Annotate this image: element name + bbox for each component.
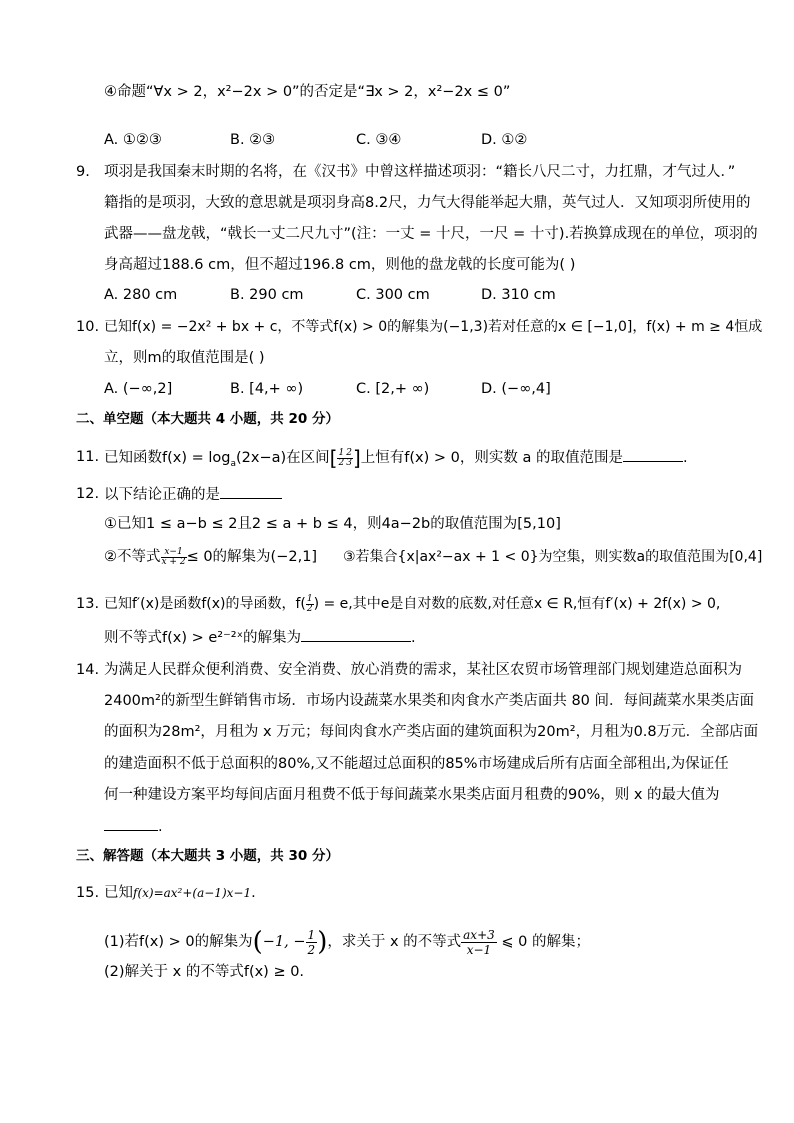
q14-line-5: 何一种建设方案平均每间店面月租费不低于每间蔬菜水果类店面月租费的90%，则 x 的最大值为 <box>104 787 720 803</box>
q13-answer-blank <box>301 627 411 642</box>
section-2-heading: 二、单空题（本大题共 4 小题，共 20 分） <box>76 411 339 427</box>
q9-option-c: C. 300 cm <box>356 287 430 303</box>
q10-line-1: 已知f(x) = −2x² + bx + c，不等式f(x) > 0的解集为(−1,3)若对任意的x ∈ [−1,0]，f(x) + m ≥ 4恒成 <box>104 319 763 335</box>
q12-answer-blank <box>220 484 282 499</box>
q10-option-a: A. (−∞,2] <box>104 381 173 397</box>
q9-line-4: 身高超过188.6 cm，但不超过196.8 cm，则他的盘龙戟的长度可能为( ) <box>104 257 576 273</box>
q14-line-4: 的建造面积不低于总面积的80%,又不能超过总面积的85%市场建成后所有店面全部租出,为保证任 <box>104 756 729 772</box>
q8-option-c: C. ③④ <box>356 132 402 148</box>
q11-answer-blank <box>623 447 683 462</box>
q13-line-1: 已知f′(x)是函数f(x)的导函数，f( $\frac{1}{2}$ ) = e,其中e是自对数的底数,对任意x ∈ R,恒有f′(x) + 2f(x) > 0, <box>104 593 721 614</box>
q8-option-a: A. ①②③ <box>104 132 162 148</box>
q14-line-2: 2400m²的新型生鲜销售市场．市场内设蔬菜水果类和肉食水产类店面共 80 间．每间蔬菜水果类店面 <box>104 693 755 709</box>
q14-line-1: 为满足人民群众便利消费、安全消费、放心消费的需求，某社区农贸市场管理部门规划建造总面积为 <box>104 662 742 678</box>
q9-option-b: B. 290 cm <box>230 287 304 303</box>
q15-part-1: (1)若f(x) > 0的解集为(−1, − $\frac{1}{2}$ )，求关于 x 的不等式 $\frac{ax+3}{x-1}$ ⩽ 0 的解集； <box>104 927 590 957</box>
q11-number: 11. <box>76 449 100 465</box>
q9-option-d: D. 310 cm <box>481 287 556 303</box>
q10-option-b: B. [4,+ ∞) <box>230 381 304 397</box>
q9-line-3: 武器——盘龙戟，“戟长一丈二尺九寸”(注：一丈 = 十尺，一尺 = 十寸).若换算成现在的单位，项羽的 <box>104 226 758 242</box>
section-3-heading: 三、解答题（本大题共 3 小题，共 30 分） <box>76 848 339 864</box>
q11-text: 已知函数$f(x) = \log_a(2x-a)$在区间[ $\frac{1}{2}$ $\frac{2}{3}$ ]上恒有f(x) > 0，则实数 a 的取值范围是 . <box>104 446 688 470</box>
q10-option-d: D. (−∞,4] <box>481 381 551 397</box>
q10-option-c: C. [2,+ ∞) <box>356 381 430 397</box>
q8-item4: ④命题“∀x > 2，x²−2x > 0”的否定是“∃x > 2，x²−2x ≤ 0” <box>104 84 511 100</box>
q12-item-2: ②不等式 $\frac{x-1}{x + 2}$ ≤ 0的解集为(−2,1] <box>104 546 318 567</box>
q12-line-1: 以下结论正确的是 <box>104 484 282 505</box>
q14-line-3: 的面积为28m²，月租为 x 万元；每间肉食水产类店面的建筑面积为20m²，月租为0.8万元．全部店面 <box>104 724 759 740</box>
q13-number: 13. <box>76 596 100 612</box>
q10-number: 10. <box>76 319 100 335</box>
q15-part-2: (2)解关于 x 的不等式f(x) ≥ 0. <box>104 964 305 980</box>
q8-option-b: B. ②③ <box>230 132 276 148</box>
q9-number: 9. <box>76 164 90 180</box>
q10-line-2: 立，则m的取值范围是( ) <box>104 350 265 366</box>
q15-line-1: 已知f(x)=ax²+(a−1)x−1. <box>104 885 256 901</box>
q9-line-1: 项羽是我国秦末时期的名将，在《汉书》中曾这样描述项羽：“籍长八尺二寸，力扛鼎，才气过人．” <box>104 164 736 180</box>
q9-option-a: A. 280 cm <box>104 287 178 303</box>
q9-line-2: 籍指的是项羽，大致的意思就是项羽身高8.2尺，力气大得能举起大鼎，英气过人．又知项羽所使用的 <box>104 195 751 211</box>
q15-number: 15. <box>76 885 100 901</box>
q14-number: 14. <box>76 662 100 678</box>
q14-answer-blank <box>104 816 158 831</box>
q12-number: 12. <box>76 486 100 502</box>
q8-option-d: D. ①② <box>481 132 528 148</box>
q12-item-3: ③若集合{x|ax²−ax + 1 < 0}为空集，则实数a的取值范围为[0,4] <box>343 549 763 565</box>
q12-item-1: ①已知1 ≤ a−b ≤ 2且2 ≤ a + b ≤ 4，则4a−2b的取值范围为[5,10] <box>104 516 561 532</box>
q14-line-6: . <box>104 816 163 837</box>
q13-line-2: 则不等式f(x) > e²⁻²ˣ的解集为 . <box>104 627 416 648</box>
